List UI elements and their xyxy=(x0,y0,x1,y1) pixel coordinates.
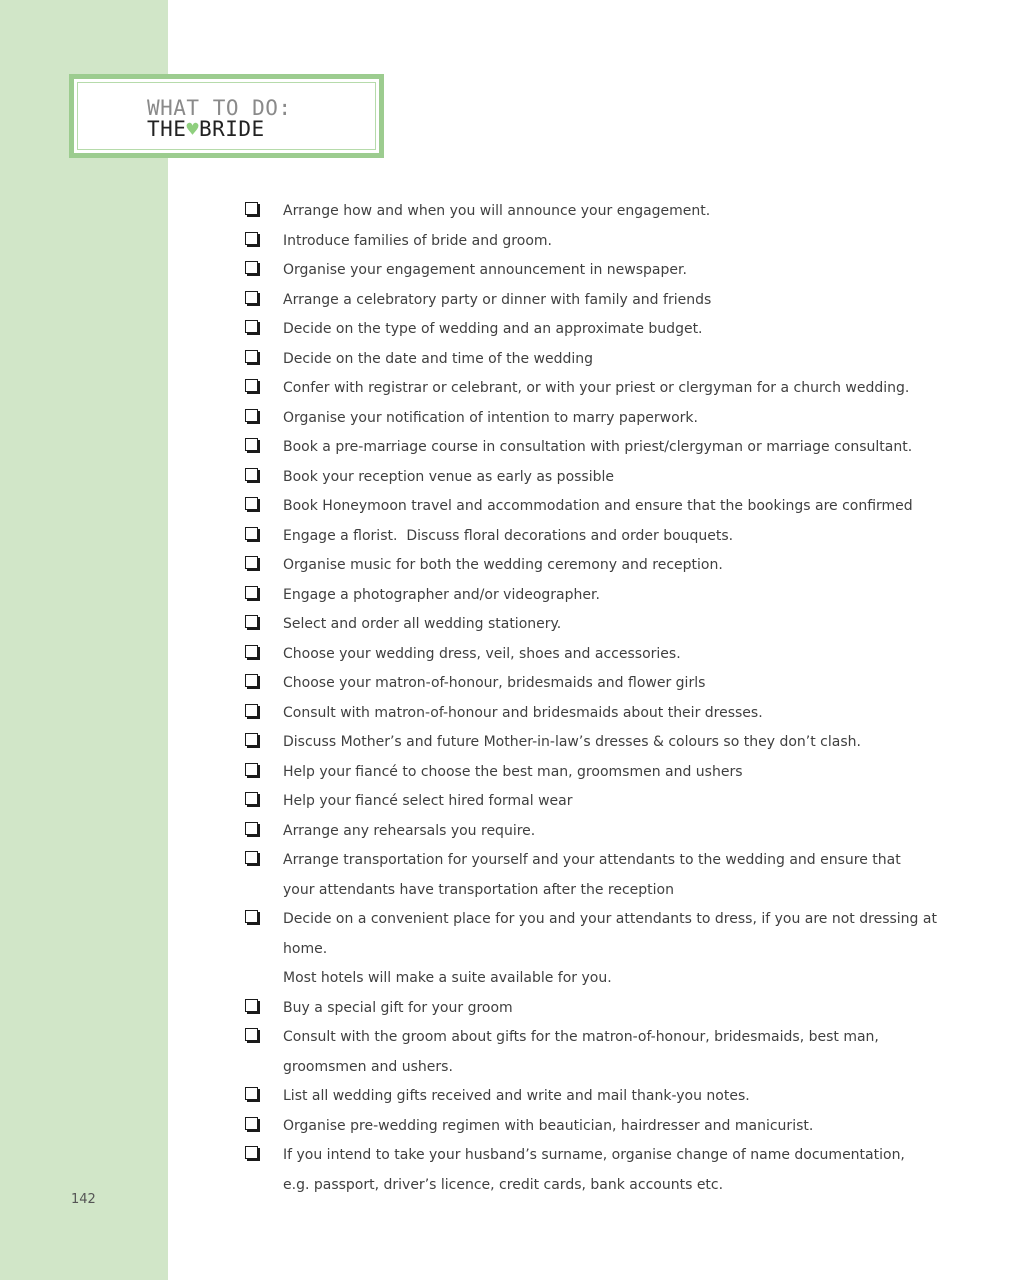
checklist-item-text: Decide on the date and time of the wedding xyxy=(283,350,593,367)
checklist-item xyxy=(240,669,940,699)
checklist-item xyxy=(240,522,940,552)
checkbox-icon[interactable] xyxy=(245,1087,258,1100)
checklist-item-text: Choose your wedding dress, veil, shoes and accessories. xyxy=(283,645,681,662)
checklist-item xyxy=(240,345,940,375)
page-title-line1: WHAT TO DO: xyxy=(147,96,292,120)
checklist-item-text: Consult with the groom about gifts for the matron-of-honour, bridesmaids, best man, groomsmen and ushers. xyxy=(283,1029,879,1075)
checkbox-icon[interactable] xyxy=(245,261,258,274)
title-box xyxy=(69,74,384,158)
checklist-item-text: Help your fiancé to choose the best man, groomsmen and ushers xyxy=(283,763,743,780)
checkbox-icon[interactable] xyxy=(245,792,258,805)
checklist-item-text: If you intend to take your husband’s surname, organise change of name documentation, e.g. passport, driver’s licence, credit cards, bank accounts etc. xyxy=(283,1147,905,1193)
checklist-item-text: Book a pre-marriage course in consultation with priest/clergyman or marriage consultant. xyxy=(283,439,913,455)
checklist-item xyxy=(240,846,940,905)
page-number: 142 xyxy=(71,1192,96,1207)
checkbox-icon[interactable] xyxy=(245,615,258,628)
checklist-item xyxy=(240,404,940,434)
checkbox-icon[interactable] xyxy=(245,1117,258,1130)
checklist-item xyxy=(240,728,940,758)
checklist-item xyxy=(240,551,940,581)
checklist-item-text: Choose your matron-of-honour, bridesmaids and flower girls xyxy=(283,675,706,691)
checkbox-icon[interactable] xyxy=(245,674,258,687)
checklist xyxy=(240,197,940,1200)
checklist-item-text: Engage a florist. Discuss floral decorations and order bouquets. xyxy=(283,527,734,544)
heart-icon: ♥ xyxy=(186,117,199,141)
checkbox-icon[interactable] xyxy=(245,851,258,864)
checklist-item xyxy=(240,994,940,1024)
checklist-item-text: Arrange how and when you will announce your engagement. xyxy=(283,203,711,219)
checklist-item-text: Buy a special gift for your groom xyxy=(283,999,513,1016)
checkbox-icon[interactable] xyxy=(245,320,258,333)
checkbox-icon[interactable] xyxy=(245,910,258,923)
checkbox-icon[interactable] xyxy=(245,733,258,746)
checkbox-icon[interactable] xyxy=(245,291,258,304)
checklist-item-text: Discuss Mother’s and future Mother-in-law’s dresses & colours so they don’t clash. xyxy=(283,734,861,750)
checklist-item-text: Book Honeymoon travel and accommodation and ensure that the bookings are confirmed xyxy=(283,498,913,514)
checklist-item-text: Decide on a convenient place for you and your attendants to dress, if you are not dressing at home. Most hotels will make a suite available for you. xyxy=(283,911,937,986)
checklist-item xyxy=(240,286,940,316)
checkbox-icon[interactable] xyxy=(245,202,258,215)
checklist-item-text: Arrange any rehearsals you require. xyxy=(283,822,536,839)
checkbox-icon[interactable] xyxy=(245,527,258,540)
checklist-item xyxy=(240,699,940,729)
checkbox-icon[interactable] xyxy=(245,586,258,599)
checkbox-icon[interactable] xyxy=(245,379,258,392)
checklist-item-text: Introduce families of bride and groom. xyxy=(283,232,552,249)
checkbox-icon[interactable] xyxy=(245,232,258,245)
sidebar-band xyxy=(0,0,168,1280)
checkbox-icon[interactable] xyxy=(245,645,258,658)
checklist-item-text: Consult with matron-of-honour and bridesmaids about their dresses. xyxy=(283,704,763,721)
checklist-item-text: Confer with registrar or celebrant, or with your priest or clergyman for a church wedding. xyxy=(283,380,910,396)
checkbox-icon[interactable] xyxy=(245,409,258,422)
checklist-item-text: Help your fiancé select hired formal wear xyxy=(283,793,573,809)
checklist-item xyxy=(240,492,940,522)
checklist-item-text: Arrange transportation for yourself and your attendants to the wedding and ensure that your attendants have transportation after the reception xyxy=(283,852,901,898)
checkbox-icon[interactable] xyxy=(245,438,258,451)
checklist-item-text: Organise your engagement announcement in newspaper. xyxy=(283,262,687,278)
checklist-item xyxy=(240,610,940,640)
checklist-item xyxy=(240,1023,940,1082)
checkbox-icon[interactable] xyxy=(245,556,258,569)
checklist-item-text: Organise music for both the wedding ceremony and reception. xyxy=(283,557,723,573)
checkbox-icon[interactable] xyxy=(245,468,258,481)
checklist-item xyxy=(240,463,940,493)
checklist-item xyxy=(240,374,940,404)
title-word-bride: BRIDE xyxy=(198,117,265,141)
checkbox-icon[interactable] xyxy=(245,1146,258,1159)
checklist-item-text: Decide on the type of wedding and an approximate budget. xyxy=(283,321,703,337)
checklist-item-text: Organise pre-wedding regimen with beautician, hairdresser and manicurist. xyxy=(283,1117,814,1134)
checklist-item xyxy=(240,1141,940,1200)
checklist-item-text: Book your reception venue as early as possible xyxy=(283,468,614,485)
checklist-item xyxy=(240,1082,940,1112)
checklist-item xyxy=(240,905,940,994)
checklist-item-text: List all wedding gifts received and write and mail thank-you notes. xyxy=(283,1088,750,1104)
checklist-item xyxy=(240,817,940,847)
checklist-item-text: Arrange a celebratory party or dinner with family and friends xyxy=(283,291,712,308)
checklist-item-text: Select and order all wedding stationery. xyxy=(283,616,562,632)
checkbox-icon[interactable] xyxy=(245,763,258,776)
checklist-item xyxy=(240,787,940,817)
checkbox-icon[interactable] xyxy=(245,497,258,510)
checklist-item-text: Engage a photographer and/or videographer. xyxy=(283,586,600,603)
checklist-item xyxy=(240,197,940,227)
checkbox-icon[interactable] xyxy=(245,1028,258,1041)
checklist-item xyxy=(240,640,940,670)
checklist-item xyxy=(240,315,940,345)
checklist-item xyxy=(240,758,940,788)
checkbox-icon[interactable] xyxy=(245,350,258,363)
checklist-item xyxy=(240,256,940,286)
checklist-item xyxy=(240,227,940,257)
checkbox-icon[interactable] xyxy=(245,704,258,717)
checklist-item xyxy=(240,433,940,463)
checkbox-icon[interactable] xyxy=(245,999,258,1012)
checklist-item-text: Organise your notification of intention to marry paperwork. xyxy=(283,409,698,426)
title-word-the: THE xyxy=(147,117,187,141)
checkbox-icon[interactable] xyxy=(245,822,258,835)
page-title-line2 xyxy=(147,118,265,140)
checklist-item xyxy=(240,581,940,611)
checklist-item xyxy=(240,1112,940,1142)
